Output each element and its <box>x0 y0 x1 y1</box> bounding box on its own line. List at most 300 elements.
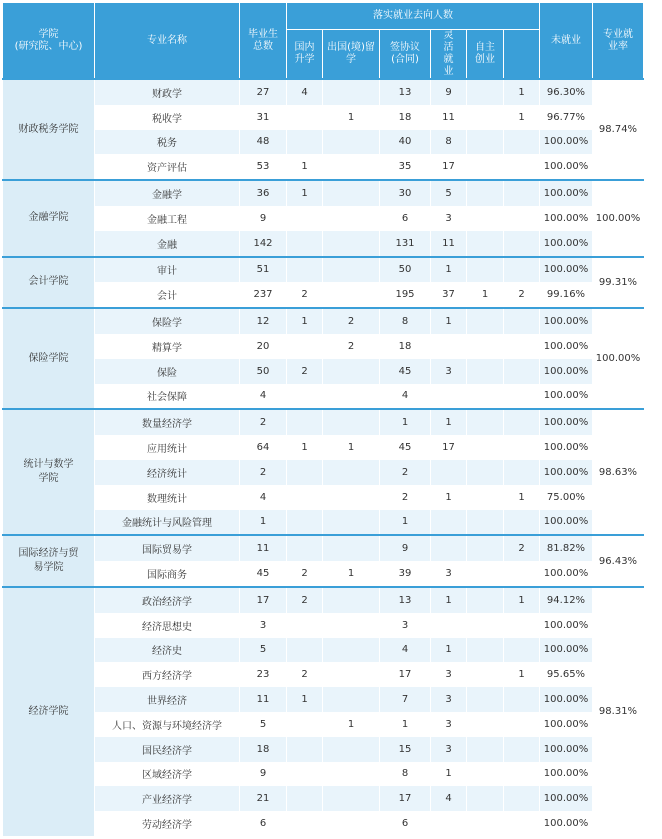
college-name-text: 国际经济与贸易学院 <box>18 548 79 574</box>
self-employed-count <box>467 638 504 663</box>
contract-count: 17 <box>380 662 431 687</box>
table-row <box>3 613 644 638</box>
flexible-count: 3 <box>431 206 467 231</box>
contract-count: 2 <box>380 485 431 510</box>
flexible-count <box>431 384 467 410</box>
flexible-count <box>431 613 467 638</box>
self-employed-count <box>467 535 504 561</box>
header-college <box>3 3 95 80</box>
self-employed-count <box>467 79 504 105</box>
unemployed-count <box>504 561 540 587</box>
domestic-study-count <box>287 334 323 359</box>
table-row <box>3 811 644 836</box>
abroad-study-count <box>323 460 380 485</box>
self-employed-count <box>467 409 504 435</box>
major-rate: 100.00% <box>540 359 593 384</box>
domestic-study-count <box>287 409 323 435</box>
graduates-total: 9 <box>240 206 287 231</box>
table-row <box>3 409 644 435</box>
self-employed-count <box>467 712 504 737</box>
contract-count: 13 <box>380 79 431 105</box>
header-domestic-study: 国内升学 <box>287 30 323 80</box>
flexible-count: 1 <box>431 409 467 435</box>
table-row <box>3 638 644 663</box>
table-row <box>3 662 644 687</box>
table-row <box>3 762 644 787</box>
major-name: 会计 <box>95 282 240 308</box>
abroad-study-count <box>323 687 380 712</box>
major-name: 区域经济学 <box>95 762 240 787</box>
table-row <box>3 737 644 762</box>
domestic-study-count <box>287 712 323 737</box>
unit-rate: 98.63% <box>593 409 644 535</box>
table-row <box>3 561 644 587</box>
major-name: 产业经济学 <box>95 786 240 811</box>
major-name: 经济史 <box>95 638 240 663</box>
graduates-total: 31 <box>240 105 287 130</box>
table-row <box>3 231 644 257</box>
graduates-total: 9 <box>240 762 287 787</box>
graduates-total: 20 <box>240 334 287 359</box>
self-employed-count <box>467 485 504 510</box>
major-rate: 100.00% <box>540 762 593 787</box>
domestic-study-count <box>287 535 323 561</box>
table-row <box>3 587 644 613</box>
contract-count: 1 <box>380 510 431 536</box>
major-rate: 81.82% <box>540 535 593 561</box>
major-rate: 96.77% <box>540 105 593 130</box>
major-rate: 94.12% <box>540 587 593 613</box>
unemployed-count <box>504 638 540 663</box>
unemployed-count <box>504 130 540 155</box>
self-employed-count <box>467 561 504 587</box>
contract-count: 15 <box>380 737 431 762</box>
abroad-study-count <box>323 613 380 638</box>
unit-rate: 98.31% <box>593 587 644 836</box>
contract-count: 45 <box>380 359 431 384</box>
domestic-study-count <box>287 485 323 510</box>
domestic-study-count <box>287 384 323 410</box>
graduates-total: 3 <box>240 613 287 638</box>
abroad-study-count <box>323 485 380 510</box>
table-row <box>3 535 644 561</box>
unemployed-count: 1 <box>504 662 540 687</box>
major-rate: 100.00% <box>540 206 593 231</box>
self-employed-count <box>467 435 504 460</box>
graduates-total: 142 <box>240 231 287 257</box>
self-employed-count <box>467 334 504 359</box>
self-employed-count <box>467 786 504 811</box>
graduates-total: 12 <box>240 308 287 334</box>
self-employed-count <box>467 687 504 712</box>
contract-count: 40 <box>380 130 431 155</box>
major-rate: 95.65% <box>540 662 593 687</box>
self-employed-count <box>467 206 504 231</box>
unemployed-count <box>504 231 540 257</box>
abroad-study-count <box>323 180 380 206</box>
domestic-study-count <box>287 737 323 762</box>
domestic-study-count <box>287 613 323 638</box>
table-row <box>3 282 644 308</box>
major-name: 保险学 <box>95 308 240 334</box>
abroad-study-count: 2 <box>323 334 380 359</box>
graduates-total: 45 <box>240 561 287 587</box>
flexible-count: 17 <box>431 154 467 180</box>
unemployed-count: 1 <box>504 485 540 510</box>
domestic-study-count: 2 <box>287 561 323 587</box>
major-rate: 100.00% <box>540 638 593 663</box>
major-name: 资产评估 <box>95 154 240 180</box>
major-rate: 100.00% <box>540 409 593 435</box>
self-employed-count <box>467 460 504 485</box>
flexible-count: 1 <box>431 485 467 510</box>
graduates-total: 5 <box>240 638 287 663</box>
domestic-study-count <box>287 510 323 536</box>
unemployed-count <box>504 257 540 283</box>
flexible-count <box>431 535 467 561</box>
graduates-total: 4 <box>240 485 287 510</box>
graduates-total: 50 <box>240 359 287 384</box>
major-name: 金融 <box>95 231 240 257</box>
unit-rate: 96.43% <box>593 535 644 587</box>
header-spacer <box>504 30 540 80</box>
college-name: 经济学院 <box>3 587 95 836</box>
domestic-study-count: 2 <box>287 662 323 687</box>
self-employed-count <box>467 811 504 836</box>
table-header: 学院 (研究院、中心) 专业名称 毕业生总数 落实就业去向人数 未就业 专业就业率 单位就业率 国内升学 出国(境)留学 签协议(合同) 灵活就业 自主创业 <box>3 3 644 80</box>
domestic-study-count <box>287 231 323 257</box>
abroad-study-count <box>323 130 380 155</box>
major-name: 保险 <box>95 359 240 384</box>
unemployed-count <box>504 737 540 762</box>
table-row <box>3 308 644 334</box>
college-name: 金融学院 <box>3 180 95 256</box>
header-flexible: 灵活就业 <box>431 30 467 80</box>
flexible-count: 4 <box>431 786 467 811</box>
major-rate: 100.00% <box>540 811 593 836</box>
employment-table <box>2 2 662 836</box>
graduates-total: 36 <box>240 180 287 206</box>
unemployed-count <box>504 510 540 536</box>
flexible-count <box>431 334 467 359</box>
major-rate: 100.00% <box>540 613 593 638</box>
abroad-study-count <box>323 206 380 231</box>
major-rate: 100.00% <box>540 687 593 712</box>
major-name: 西方经济学 <box>95 662 240 687</box>
self-employed-count <box>467 154 504 180</box>
table-row <box>3 435 644 460</box>
graduates-total: 6 <box>240 811 287 836</box>
major-rate: 100.00% <box>540 561 593 587</box>
self-employed-count <box>467 105 504 130</box>
self-employed-count <box>467 130 504 155</box>
major-rate: 100.00% <box>540 257 593 283</box>
unit-rate: 100.00% <box>593 180 644 256</box>
flexible-count: 3 <box>431 687 467 712</box>
self-employed-count <box>467 510 504 536</box>
college-name <box>3 409 95 535</box>
contract-count: 30 <box>380 180 431 206</box>
unemployed-count <box>504 712 540 737</box>
header-self-employed: 自主创业 <box>467 30 504 80</box>
flexible-count: 1 <box>431 587 467 613</box>
major-name: 精算学 <box>95 334 240 359</box>
domestic-study-count: 4 <box>287 79 323 105</box>
contract-count: 195 <box>380 282 431 308</box>
abroad-study-count <box>323 154 380 180</box>
header-contract: 签协议(合同) <box>380 30 431 80</box>
table-row <box>3 105 644 130</box>
flexible-count: 9 <box>431 79 467 105</box>
domestic-study-count <box>287 130 323 155</box>
unemployed-count <box>504 409 540 435</box>
self-employed-count <box>467 587 504 613</box>
abroad-study-count <box>323 811 380 836</box>
header-major-rate: 专业就业率 <box>593 3 644 80</box>
unemployed-count <box>504 359 540 384</box>
contract-count: 7 <box>380 687 431 712</box>
unemployed-count: 2 <box>504 282 540 308</box>
major-name: 数理统计 <box>95 485 240 510</box>
table-row <box>3 130 644 155</box>
major-rate: 100.00% <box>540 460 593 485</box>
flexible-count: 1 <box>431 638 467 663</box>
major-rate: 100.00% <box>540 737 593 762</box>
header-college-sub: (研究院、中心) <box>14 40 83 52</box>
header-major: 专业名称 <box>95 3 240 80</box>
domestic-study-count: 1 <box>287 435 323 460</box>
graduates-total: 237 <box>240 282 287 308</box>
flexible-count: 1 <box>431 308 467 334</box>
flexible-count: 3 <box>431 359 467 384</box>
self-employed-count <box>467 308 504 334</box>
major-rate: 100.00% <box>540 334 593 359</box>
abroad-study-count <box>323 79 380 105</box>
flexible-count: 17 <box>431 435 467 460</box>
table-row <box>3 334 644 359</box>
unemployed-count <box>504 811 540 836</box>
flexible-count: 37 <box>431 282 467 308</box>
abroad-study-count <box>323 282 380 308</box>
major-name: 税收学 <box>95 105 240 130</box>
graduates-total: 11 <box>240 687 287 712</box>
self-employed-count <box>467 180 504 206</box>
major-rate: 100.00% <box>540 130 593 155</box>
graduates-total: 27 <box>240 79 287 105</box>
graduates-total: 2 <box>240 409 287 435</box>
graduates-total: 4 <box>240 384 287 410</box>
domestic-study-count: 2 <box>287 282 323 308</box>
graduates-total: 53 <box>240 154 287 180</box>
contract-count: 6 <box>380 811 431 836</box>
contract-count: 8 <box>380 308 431 334</box>
domestic-study-count: 1 <box>287 154 323 180</box>
major-name: 政治经济学 <box>95 587 240 613</box>
college-group <box>3 79 644 180</box>
major-name: 人口、资源与环境经济学 <box>95 712 240 737</box>
major-name: 国际贸易学 <box>95 535 240 561</box>
abroad-study-count <box>323 535 380 561</box>
self-employed-count <box>467 662 504 687</box>
table-row <box>3 712 644 737</box>
table-row <box>3 79 644 105</box>
flexible-count: 11 <box>431 105 467 130</box>
contract-count: 3 <box>380 613 431 638</box>
unemployed-count <box>504 613 540 638</box>
contract-count: 1 <box>380 712 431 737</box>
unemployed-count: 1 <box>504 105 540 130</box>
major-name: 社会保障 <box>95 384 240 410</box>
table-row <box>3 206 644 231</box>
flexible-count: 1 <box>431 762 467 787</box>
major-rate: 99.16% <box>540 282 593 308</box>
contract-count: 39 <box>380 561 431 587</box>
table-row <box>3 460 644 485</box>
domestic-study-count: 1 <box>287 308 323 334</box>
domestic-study-count <box>287 257 323 283</box>
self-employed-count <box>467 359 504 384</box>
abroad-study-count: 1 <box>323 712 380 737</box>
major-name: 经济统计 <box>95 460 240 485</box>
flexible-count: 11 <box>431 231 467 257</box>
unemployed-count <box>504 180 540 206</box>
domestic-study-count <box>287 638 323 663</box>
table-row <box>3 180 644 206</box>
major-rate: 100.00% <box>540 384 593 410</box>
unemployed-count <box>504 308 540 334</box>
table-row <box>3 257 644 283</box>
domestic-study-count: 1 <box>287 687 323 712</box>
contract-count: 131 <box>380 231 431 257</box>
contract-count: 45 <box>380 435 431 460</box>
unemployed-count: 2 <box>504 535 540 561</box>
major-rate: 100.00% <box>540 180 593 206</box>
self-employed-count <box>467 231 504 257</box>
major-name: 税务 <box>95 130 240 155</box>
major-rate: 100.00% <box>540 231 593 257</box>
major-name: 劳动经济学 <box>95 811 240 836</box>
domestic-study-count <box>287 762 323 787</box>
contract-count: 8 <box>380 762 431 787</box>
domestic-study-count: 1 <box>287 180 323 206</box>
domestic-study-count <box>287 105 323 130</box>
self-employed-count <box>467 762 504 787</box>
table-row <box>3 485 644 510</box>
major-name: 审计 <box>95 257 240 283</box>
self-employed-count: 1 <box>467 282 504 308</box>
abroad-study-count <box>323 409 380 435</box>
major-rate: 100.00% <box>540 435 593 460</box>
major-name: 金融学 <box>95 180 240 206</box>
major-name: 国际商务 <box>95 561 240 587</box>
contract-count: 17 <box>380 786 431 811</box>
major-rate: 100.00% <box>540 786 593 811</box>
abroad-study-count <box>323 662 380 687</box>
college-name: 保险学院 <box>3 308 95 409</box>
college-group <box>3 535 644 587</box>
college-group <box>3 308 644 409</box>
abroad-study-count <box>323 510 380 536</box>
self-employed-count <box>467 613 504 638</box>
unemployed-count <box>504 206 540 231</box>
major-name: 世界经济 <box>95 687 240 712</box>
flexible-count: 5 <box>431 180 467 206</box>
contract-count: 50 <box>380 257 431 283</box>
college-group <box>3 257 644 309</box>
unemployed-count <box>504 435 540 460</box>
unemployed-count <box>504 762 540 787</box>
abroad-study-count <box>323 587 380 613</box>
table-row <box>3 359 644 384</box>
contract-count: 6 <box>380 206 431 231</box>
graduates-total: 51 <box>240 257 287 283</box>
graduates-total: 2 <box>240 460 287 485</box>
major-rate: 96.30% <box>540 79 593 105</box>
domestic-study-count <box>287 786 323 811</box>
graduates-total: 17 <box>240 587 287 613</box>
unemployed-count <box>504 334 540 359</box>
domestic-study-count <box>287 206 323 231</box>
domestic-study-count <box>287 460 323 485</box>
abroad-study-count <box>323 359 380 384</box>
contract-count: 1 <box>380 409 431 435</box>
college-name: 会计学院 <box>3 257 95 309</box>
college-name <box>3 535 95 587</box>
contract-count: 4 <box>380 384 431 410</box>
major-rate: 100.00% <box>540 510 593 536</box>
unemployed-count <box>504 460 540 485</box>
major-name: 数量经济学 <box>95 409 240 435</box>
unemployed-count: 1 <box>504 79 540 105</box>
flexible-count: 3 <box>431 662 467 687</box>
abroad-study-count <box>323 257 380 283</box>
abroad-study-count <box>323 737 380 762</box>
contract-count: 18 <box>380 334 431 359</box>
abroad-study-count <box>323 762 380 787</box>
major-name: 财政学 <box>95 79 240 105</box>
graduates-total: 18 <box>240 737 287 762</box>
major-name: 金融工程 <box>95 206 240 231</box>
header-unemployed: 未就业 <box>540 3 593 80</box>
abroad-study-count: 1 <box>323 561 380 587</box>
flexible-count: 8 <box>431 130 467 155</box>
unit-rate: 100.00% <box>593 308 644 409</box>
header-graduates: 毕业生总数 <box>240 3 287 80</box>
graduates-total: 48 <box>240 130 287 155</box>
major-name: 经济思想史 <box>95 613 240 638</box>
flexible-count <box>431 510 467 536</box>
contract-count: 4 <box>380 638 431 663</box>
graduates-total: 21 <box>240 786 287 811</box>
header-abroad-study: 出国(境)留学 <box>323 30 380 80</box>
flexible-count <box>431 811 467 836</box>
major-rate: 100.00% <box>540 712 593 737</box>
domestic-study-count <box>287 811 323 836</box>
abroad-study-count: 2 <box>323 308 380 334</box>
abroad-study-count <box>323 231 380 257</box>
self-employed-count <box>467 384 504 410</box>
unemployed-count <box>504 786 540 811</box>
contract-count: 18 <box>380 105 431 130</box>
domestic-study-count: 2 <box>287 359 323 384</box>
college-group <box>3 409 644 535</box>
graduates-total: 5 <box>240 712 287 737</box>
unit-rate: 99.31% <box>593 257 644 309</box>
graduates-total: 11 <box>240 535 287 561</box>
graduates-total: 64 <box>240 435 287 460</box>
major-rate: 100.00% <box>540 154 593 180</box>
college-group <box>3 180 644 256</box>
